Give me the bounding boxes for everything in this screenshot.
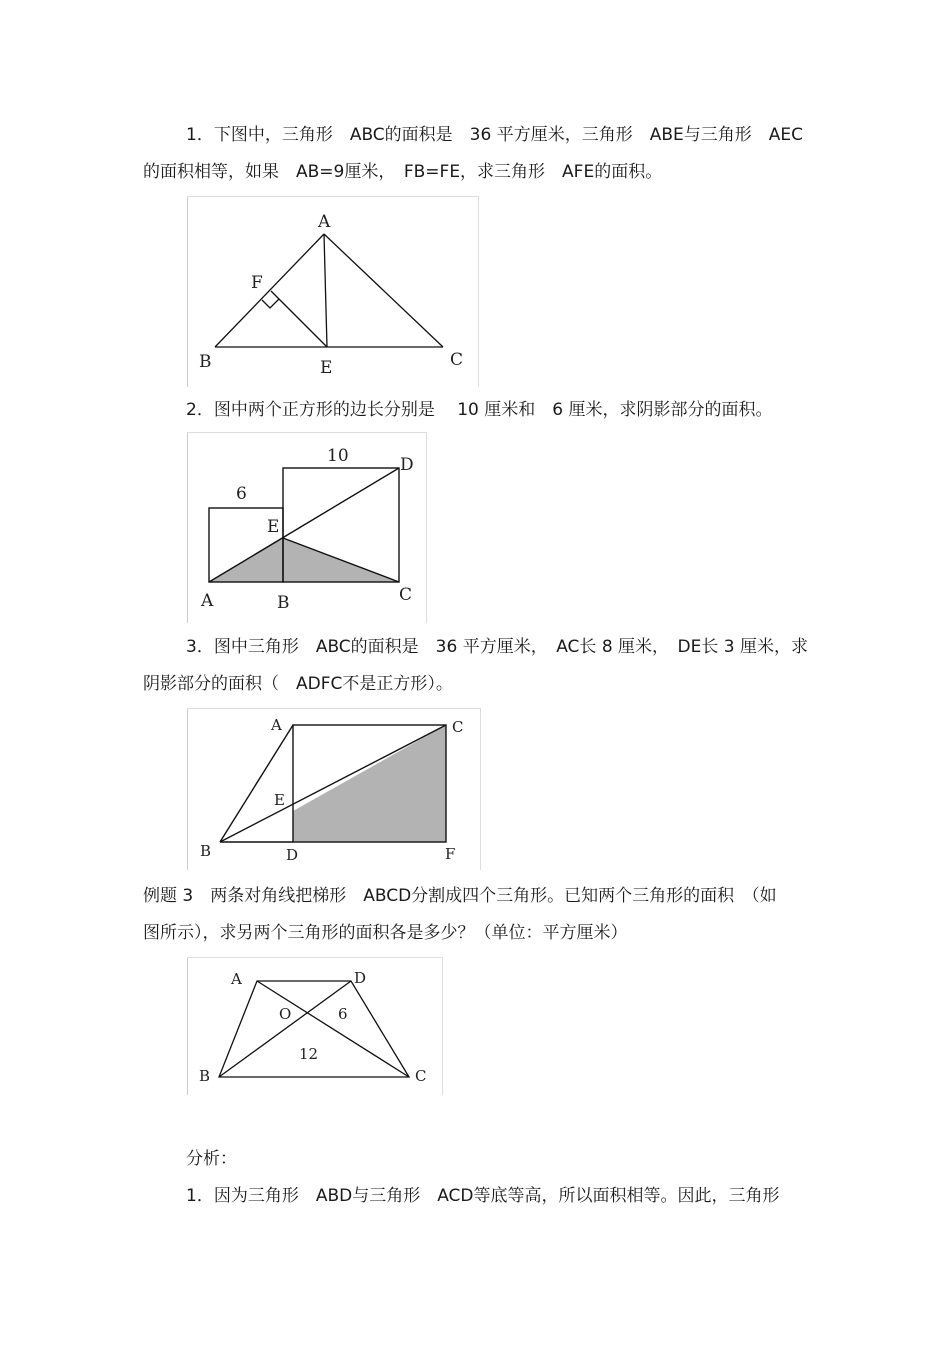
side-ab [220, 725, 293, 842]
label-e: E [274, 791, 285, 809]
figure-1-triangle-abc [187, 196, 479, 387]
label-f: F [445, 845, 456, 863]
figure-3-triangle-abc-rectangle [187, 708, 481, 870]
diagonal-bd [219, 981, 351, 1077]
analysis-heading: 分析： [186, 1149, 237, 1169]
label-a: A [318, 212, 331, 232]
figure-4-trapezoid-abcd [187, 957, 443, 1095]
example3-line1: 例题 3 两条对角线把梯形 ABCD分割成四个三角形。已知两个三角形的面积 （如 [143, 886, 777, 906]
label-o: O [279, 1005, 292, 1023]
label-10: 10 [327, 446, 349, 466]
label-a: A [231, 970, 242, 988]
label-area-6: 6 [338, 1005, 348, 1023]
label-b: B [277, 593, 290, 613]
problem1-line2: 的面积相等，如果 AB=9厘米， FB=FE，求三角形 AFE的面积。 [143, 162, 663, 182]
label-c: C [399, 585, 413, 605]
label-c: C [452, 718, 464, 736]
label-d: D [400, 455, 414, 475]
figure-2-two-squares [187, 432, 427, 623]
right-angle-mark [262, 299, 279, 308]
label-f: F [251, 273, 263, 293]
label-b: B [200, 842, 212, 860]
problem1-line1: 1．下图中，三角形 ABC的面积是 36 平方厘米，三角形 ABE与三角形 AEC [186, 125, 803, 145]
analysis-line1: 1．因为三角形 ABD与三角形 ACD等底等高，所以面积相等。因此，三角形 [186, 1186, 780, 1206]
label-a: A [201, 591, 214, 611]
label-c: C [415, 1067, 427, 1085]
label-c: C [450, 350, 464, 370]
problem3-line1: 3．图中三角形 ABC的面积是 36 平方厘米， AC长 8 厘米， DE长 3 厘米，求 [186, 637, 808, 657]
problem3-line2: 阴影部分的面积（ ADFC不是正方形）。 [143, 674, 453, 694]
side-ab [215, 234, 324, 347]
label-e: E [320, 358, 333, 378]
label-a: A [271, 716, 282, 734]
label-e: E [267, 517, 280, 537]
label-b: B [199, 352, 212, 372]
label-d: D [354, 969, 367, 987]
label-6: 6 [236, 484, 247, 504]
label-d: D [286, 846, 299, 864]
segment-ae [324, 234, 327, 347]
label-area-12: 12 [299, 1045, 319, 1063]
example3-line2: 图所示），求另两个三角形的面积各是多少？（单位：平方厘米） [143, 923, 628, 943]
diagonal-ac [257, 981, 409, 1077]
shaded-triangle [209, 538, 399, 582]
problem2-line1: 2．图中两个正方形的边长分别是 10 厘米和 6 厘米，求阴影部分的面积。 [186, 400, 773, 420]
side-ac [324, 234, 443, 347]
label-b: B [199, 1067, 211, 1085]
shaded-region [293, 725, 446, 842]
